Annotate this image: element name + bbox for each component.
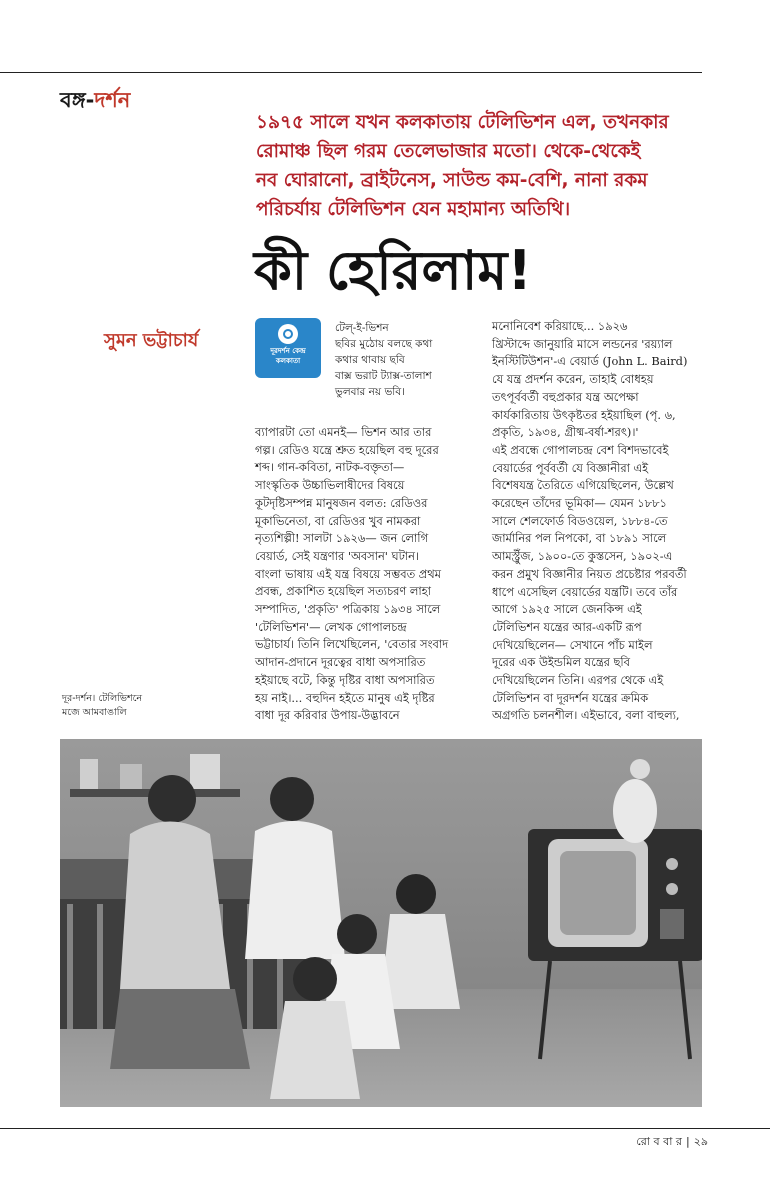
body-line: টেলিভিশন বা দূরদর্শন যন্ত্রের ক্রমিক — [492, 690, 649, 705]
poem-line: ছবির মুঠোয় বলছে কথা — [335, 338, 433, 350]
body-line: দেখিয়েছিলেন— সেখানে পাঁচ মাইল — [492, 637, 653, 652]
section-tag — [60, 84, 130, 119]
body-line: গল্প। রেডিও যন্ত্রে শ্রুত হয়েছিল বহু দূরের — [255, 442, 439, 457]
body-line: বাংলা ভাষায় এই যন্ত্র বিষয়ে সম্ভবত প্রথম — [255, 566, 441, 581]
body-line: করন প্রমুখ বিজ্ঞানীর নিয়ত প্রচেষ্টার পরবর্তী — [492, 566, 687, 581]
body-line: বিশেষযন্ত্র তৈরিতে এগিয়েছিলেন, উল্লেখ — [492, 478, 674, 493]
page-folio — [636, 1133, 708, 1152]
body-line: হয় নাই।... বহুদিন হইতে মানুষ এই দৃষ্টির — [255, 690, 435, 705]
body-line: ধাপে এসেছিল বেয়ার্ডের যন্ত্রটি। তবে তাঁর — [492, 584, 678, 599]
caption-line: মজে আমবাঙালি — [62, 707, 127, 718]
poem-line: বাক্স ভরাট ট্যাক্স-তালাশ — [335, 370, 432, 382]
body-line: কূটদৃষ্টিসম্পন্ন মানুষজন বলত: রেডিওর — [255, 495, 428, 510]
standfirst-line: ১৯৭৫ সালে যখন কলকাতায় টেলিভিশন এল, তখনকার — [256, 112, 669, 133]
page-number: ২৯ — [693, 1135, 708, 1148]
author-byline: সুমন ভট্টাচার্য — [104, 330, 199, 351]
body-line: খ্রিস্টাব্দে জানুয়ারি মাসে লন্ডনের 'রয়্যাল — [492, 336, 673, 351]
standfirst-line: নব ঘোরানো, ব্রাইটনেস, সাউন্ড কম-বেশি, নানা রকম — [256, 170, 648, 191]
body-line: ইনস্টিটিউশন'-এ বেয়ার্ড (John L. Baird) — [492, 354, 688, 369]
logo-line1: দূরদর্শন কেন্দ্র — [270, 347, 306, 355]
folio-separator: | — [685, 1135, 690, 1148]
logo-line2: কলকাতা — [275, 357, 301, 365]
body-line: কার্যকারিতায় উৎকৃষ্টতর হইয়াছিল (পৃ. ৬, — [492, 407, 676, 422]
photo-illustration — [60, 739, 702, 1107]
body-line: আমস্ট্রুঁজ, ১৯০০-তে কুস্তসেন, ১৯০২-এ — [492, 549, 673, 564]
body-line: সম্পাদিত, 'প্রকৃতি' পত্রিকায় ১৯৩৪ সালে — [255, 602, 441, 617]
poem-line: ভুলবার নয় ভবি। — [335, 386, 405, 398]
body-line: নৃত্যশিল্পী! সালটা ১৯২৬— জন লোগি — [255, 531, 429, 546]
poem-line: কথার থাবায় ছবি — [335, 354, 405, 366]
headline: কী হেরিলাম! — [254, 239, 532, 302]
body-line: ব্যাপারটা তো এমনই— ভিশন আর তার — [255, 425, 432, 439]
body-line: সালে শেলফোর্ড বিডওয়েল, ১৮৮৪-তে — [492, 513, 668, 528]
body-line: প্রকৃতি, ১৯৩৪, গ্রীষ্ম-বর্ষা-শরৎ)।' — [492, 425, 639, 440]
body-line: জার্মানির পল নিপকো, বা ১৮৯১ সালে — [492, 531, 667, 546]
standfirst-line: পরিচর্যায় টেলিভিশন যেন মহামান্য অতিথি। — [256, 199, 571, 220]
body-line: মূকাভিনেতা, বা রেডিওর খুব নামকরা — [255, 513, 421, 528]
body-line: টেলিভিশন যন্ত্রের আর-একটি রূপ — [492, 619, 642, 634]
body-line: 'টেলিভিশন'— লেখক গোপালচন্দ্র — [255, 619, 407, 634]
body-column-left — [255, 424, 483, 725]
body-line: এই প্রবন্ধে গোপালচন্দ্র বেশ বিশদভাবেই — [492, 442, 669, 457]
doordarshan-eye-icon — [278, 324, 298, 344]
body-line: সাংস্কৃতিক উচ্চাভিলাষীদের বিষয়ে — [255, 478, 405, 493]
body-line: অগ্রগতি চলনশীল। এইভাবে, বলা বাহুল্য, — [492, 708, 680, 723]
body-line: দূরের এক উইন্ডমিল যন্ত্রের ছবি — [492, 655, 630, 670]
photo-caption — [62, 692, 242, 720]
body-line: আদান-প্রদানে দূরত্বের বাধা অপসারিত — [255, 655, 426, 670]
caption-line: দূর-দর্শন। টেলিভিশনে — [62, 693, 143, 704]
standfirst — [256, 108, 706, 224]
body-line: আগে ১৯২৫ সালে জেনকিন্স এই — [492, 602, 642, 617]
section-tag-part1: বঙ্গ- — [60, 88, 95, 112]
poem-line: টেল্-ই-ভিশন — [335, 322, 389, 334]
top-rule — [0, 72, 702, 73]
body-line: শব্দ। গান-কবিতা, নাটক-বক্তৃতা— — [255, 460, 405, 475]
section-tag-part2: দর্শন — [94, 88, 131, 112]
poem — [335, 320, 485, 400]
body-line: প্রবন্ধ, প্রকাশিত হয়েছিল সত্যচরণ লাহা — [255, 584, 431, 599]
body-column-right — [492, 318, 702, 725]
bottom-rule — [0, 1128, 770, 1129]
body-line: করেছেন তাঁদের ভূমিকা— যেমন ১৮৮১ — [492, 496, 667, 511]
body-line: বেয়ার্ডের পূর্ববর্তী যে বিজ্ঞানীরা এই — [492, 460, 649, 475]
body-line: দেখিয়েছিলেন তিনি। এরপর থেকে এই — [492, 673, 664, 688]
magazine-name: রো ব বা র — [636, 1135, 682, 1148]
body-line: বাধা দূর করিবার উপায়-উদ্ভাবনে — [255, 708, 400, 723]
standfirst-line: রোমাঞ্চ ছিল গরম তেলেভাজার মতো। থেকে-থেকেই — [256, 141, 641, 162]
body-line: মনোনিবেশ করিয়াছে... ১৯২৬ — [492, 319, 628, 333]
archival-photo-family-watching-tv — [60, 739, 702, 1107]
body-line: ভট্টাচার্য। তিনি লিখেছিলেন, 'বেতার সংবাদ — [255, 637, 449, 652]
body-line: বেয়ার্ড, সেই যন্ত্রণার 'অবসান' ঘটান। — [255, 548, 419, 563]
body-line: হইয়াছে বটে, কিন্তু দৃষ্টির বাধা অপসারিত — [255, 672, 435, 687]
body-line: তৎপূর্ববর্তী বহুপ্রকার যন্ত্র অপেক্ষা — [492, 389, 639, 404]
doordarshan-logo — [255, 318, 321, 378]
body-line: যে যন্ত্র প্রদর্শন করেন, তাহাই বোধহয় — [492, 372, 654, 387]
